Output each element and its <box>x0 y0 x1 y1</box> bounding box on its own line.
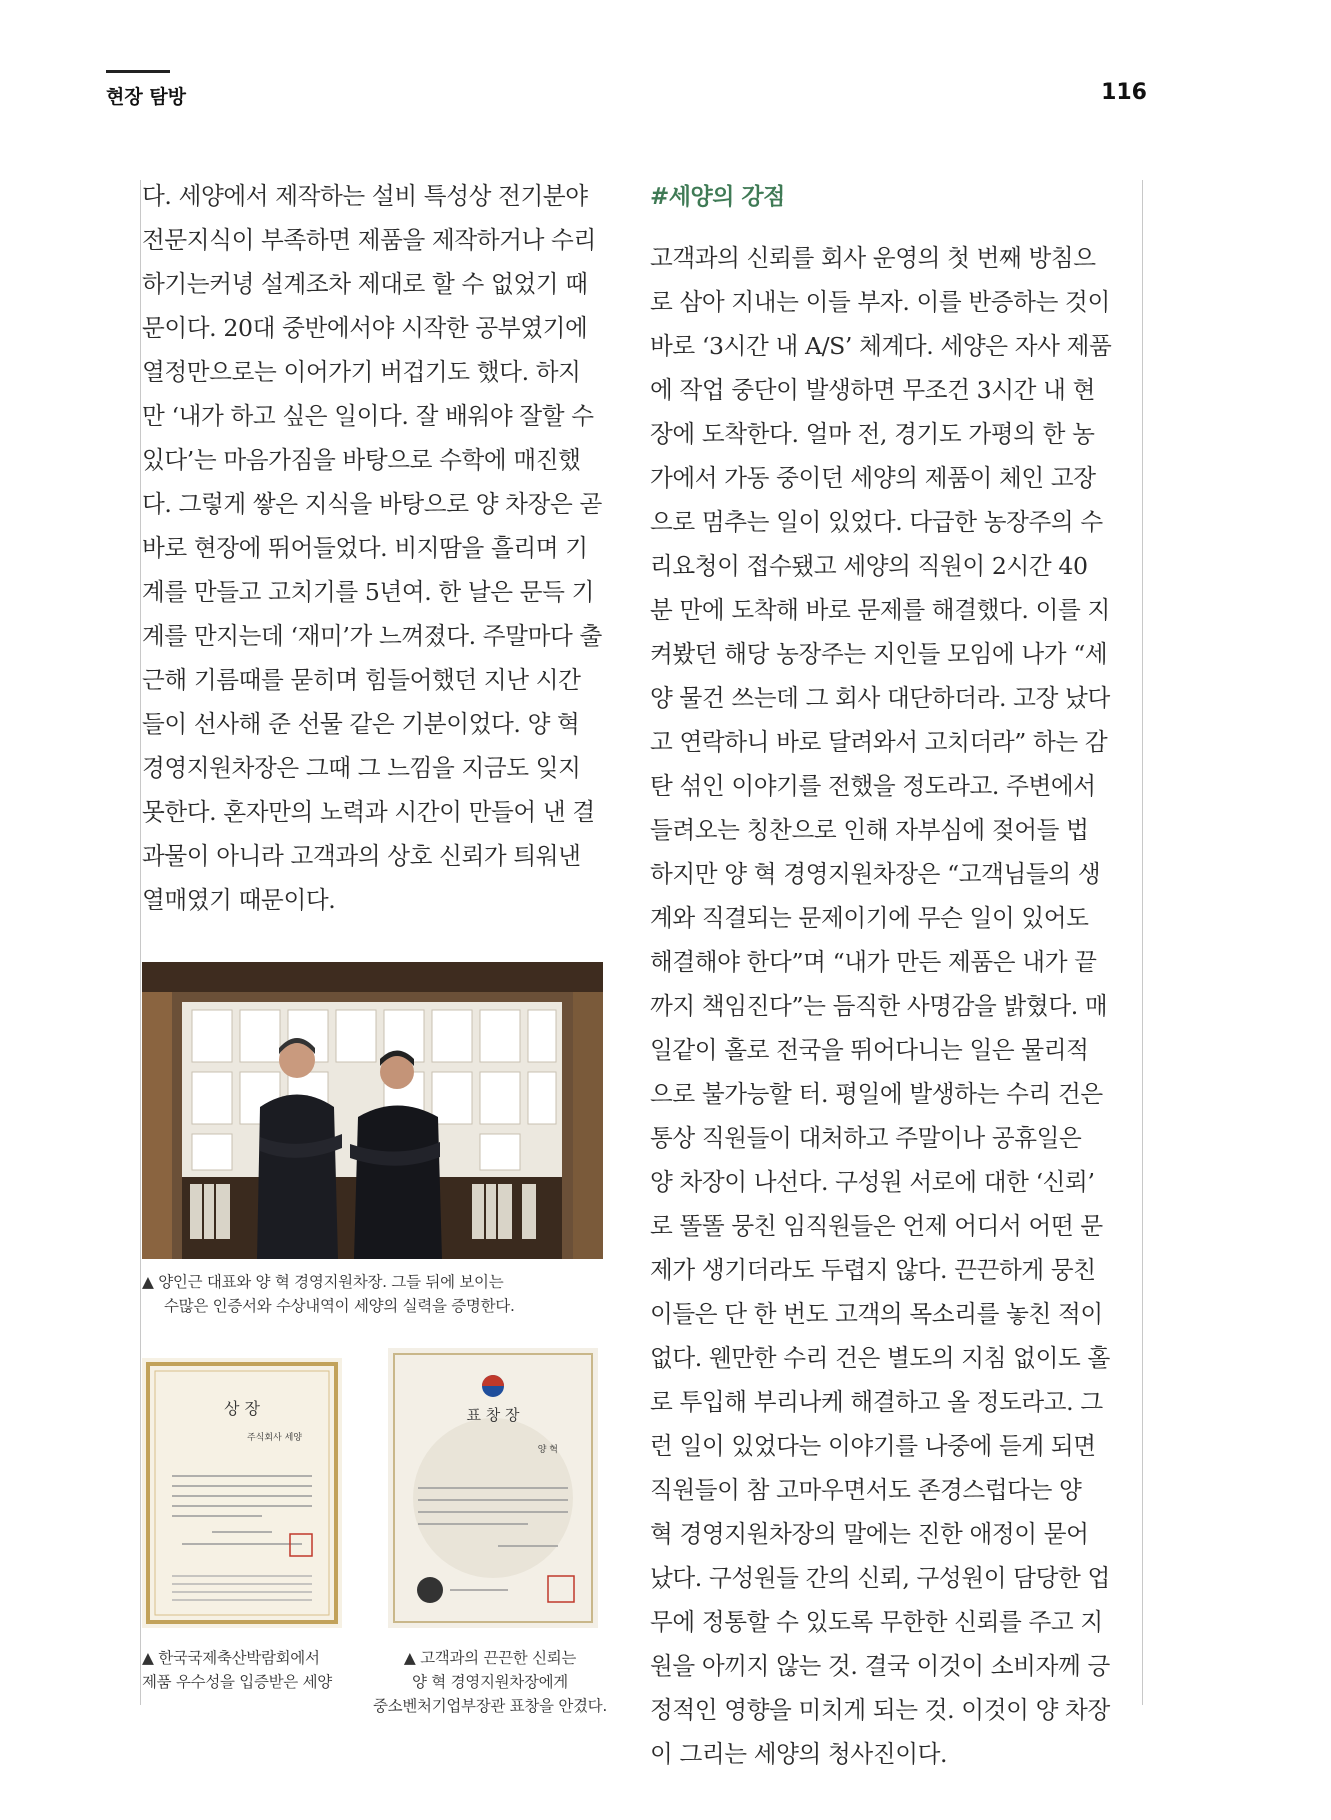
text-line: 열정만으로는 이어가기 버겁기도 했다. 하지 <box>142 358 581 386</box>
text-line: 고객과의 신뢰를 회사 운영의 첫 번째 방침으 <box>650 244 1096 272</box>
text-line: 전문지식이 부족하면 제품을 제작하거나 수리 <box>142 226 596 254</box>
photo-caption <box>142 1270 515 1318</box>
certificate-commendation <box>388 1348 598 1628</box>
text-line: 리요청이 접수됐고 세양의 직원이 2시간 40 <box>650 552 1088 580</box>
certificate-commendation-caption <box>370 1646 610 1718</box>
text-line: 무에 정통할 수 있도록 무한한 신뢰를 주고 지 <box>650 1608 1103 1636</box>
text-line: 바로 ‘3시간 내 A/S’ 체계다. 세양은 자사 제품 <box>650 332 1112 360</box>
right-column-text <box>650 236 1120 1776</box>
text-line: 만 ‘내가 하고 싶은 일이다. 잘 배워야 잘할 수 <box>142 402 594 430</box>
text-line: 다. 그렇게 쌓은 지식을 바탕으로 양 차장은 곧 <box>142 490 602 518</box>
text-line: 났다. 구성원들 간의 신뢰, 구성원이 담당한 업 <box>650 1564 1110 1592</box>
caption-line: ▲ 양인근 대표와 양 혁 경영지원차장. 그들 뒤에 보이는 <box>142 1273 504 1291</box>
text-line: 이들은 단 한 번도 고객의 목소리를 놓친 적이 <box>650 1300 1103 1328</box>
caption-line: 수많은 인증서와 수상내역이 세양의 실력을 증명한다. <box>164 1297 515 1315</box>
text-line: 제가 생기더라도 두렵지 않다. 끈끈하게 뭉친 <box>650 1256 1096 1284</box>
text-line: 일같이 홀로 전국을 뛰어다니는 일은 물리적 <box>650 1036 1089 1064</box>
text-line: 양 물건 쓰는데 그 회사 대단하더라. 고장 났다 <box>650 684 1110 712</box>
text-line: 근해 기름때를 묻히며 힘들어했던 지난 시간 <box>142 666 581 694</box>
text-line: 없다. 웬만한 수리 건은 별도의 지침 없이도 홀 <box>650 1344 1110 1372</box>
text-line: 에 작업 중단이 발생하면 무조건 3시간 내 현 <box>650 376 1095 404</box>
text-line: 로 삼아 지내는 이들 부자. 이를 반증하는 것이 <box>650 288 1110 316</box>
text-line: 계를 만지는데 ‘재미’가 느껴졌다. 주말마다 출 <box>142 622 602 650</box>
header-rule <box>106 70 170 73</box>
left-column-text <box>142 174 612 922</box>
certificate-award <box>142 1358 342 1628</box>
caption-line: 양 혁 경영지원차장에게 <box>412 1673 568 1691</box>
text-line: 바로 현장에 뛰어들었다. 비지땀을 흘리며 기 <box>142 534 588 562</box>
text-line: 켜봤던 해당 농장주는 지인들 모임에 나가 “세 <box>650 640 1108 668</box>
text-line: 열매였기 때문이다. <box>142 886 336 914</box>
text-line: 못한다. 혼자만의 노력과 시간이 만들어 낸 결 <box>142 798 595 826</box>
section-heading: #세양의 강점 <box>650 184 785 210</box>
certificate-award-title: 상 장 <box>224 1399 260 1418</box>
text-line: 정적인 영향을 미치게 되는 것. 이것이 양 차장 <box>650 1696 1110 1724</box>
text-line: 통상 직원들이 대처하고 주말이나 공휴일은 <box>650 1124 1082 1152</box>
text-line: 까지 책임진다”는 듬직한 사명감을 밝혔다. 매 <box>650 992 1108 1020</box>
certificate-commendation-title: 표 창 장 <box>466 1406 520 1424</box>
text-line: 다. 세양에서 제작하는 설비 특성상 전기분야 <box>142 182 588 210</box>
text-line: 직원들이 참 고마우면서도 존경스럽다는 양 <box>650 1476 1082 1504</box>
text-line: 탄 섞인 이야기를 전했을 정도라고. 주변에서 <box>650 772 1096 800</box>
section-label: 현장 탐방 <box>106 86 187 108</box>
text-line: 분 만에 도착해 바로 문제를 해결했다. 이를 지 <box>650 596 1110 624</box>
right-column-rule <box>1142 180 1143 1705</box>
text-line: 로 똘똘 뭉친 임직원들은 언제 어디서 어떤 문 <box>650 1212 1103 1240</box>
text-line: 경영지원차장은 그때 그 느낌을 지금도 잊지 <box>142 754 581 782</box>
text-line: 들이 선사해 준 선물 같은 기분이었다. 양 혁 <box>142 710 580 738</box>
page-number: 116 <box>1101 80 1147 105</box>
text-line: 고 연락하니 바로 달려와서 고치더라” 하는 감 <box>650 728 1108 756</box>
text-line: 으로 멈추는 일이 있었다. 다급한 농장주의 수 <box>650 508 1103 536</box>
text-line: 계를 만들고 고치기를 5년여. 한 날은 문득 기 <box>142 578 595 606</box>
caption-line: ▲ 고객과의 끈끈한 신뢰는 <box>403 1649 577 1667</box>
text-line: 들려오는 칭찬으로 인해 자부심에 젖어들 법 <box>650 816 1089 844</box>
certificate-award-recipient: 주식회사 세양 <box>246 1433 302 1443</box>
text-line: 양 차장이 나선다. 구성원 서로에 대한 ‘신뢰’ <box>650 1168 1095 1196</box>
caption-line: 중소벤처기업부장관 표창을 안겼다. <box>373 1697 607 1715</box>
text-line: 장에 도착한다. 얼마 전, 경기도 가평의 한 농 <box>650 420 1095 448</box>
caption-line: 제품 우수성을 입증받은 세양 <box>142 1673 332 1691</box>
text-line: 하기는커녕 설계조차 제대로 할 수 없었기 때 <box>142 270 588 298</box>
text-line: 과물이 아니라 고객과의 상호 신뢰가 틔워낸 <box>142 842 581 870</box>
text-line: 원을 아끼지 않는 것. 결국 이것이 소비자께 긍 <box>650 1652 1110 1680</box>
text-line: 런 일이 있었다는 이야기를 나중에 듣게 되면 <box>650 1432 1096 1460</box>
text-line: 하지만 양 혁 경영지원차장은 “고객님들의 생 <box>650 860 1101 888</box>
text-line: 로 투입해 부리나케 해결하고 올 정도라고. 그 <box>650 1388 1103 1416</box>
text-line: 혁 경영지원차장의 말에는 진한 애정이 묻어 <box>650 1520 1089 1548</box>
text-line: 가에서 가동 중이던 세양의 제품이 체인 고장 <box>650 464 1096 492</box>
left-column-rule <box>140 180 141 1705</box>
text-line: 으로 불가능할 터. 평일에 발생하는 수리 건은 <box>650 1080 1103 1108</box>
text-line: 있다’는 마음가짐을 바탕으로 수학에 매진했 <box>142 446 581 474</box>
caption-line: ▲ 한국국제축산박람회에서 <box>142 1649 320 1667</box>
certificate-award-caption <box>142 1646 332 1694</box>
text-line: 문이다. 20대 중반에서야 시작한 공부였기에 <box>142 314 588 342</box>
certificate-commendation-recipient: 양 혁 <box>537 1445 558 1455</box>
text-line: 이 그리는 세양의 청사진이다. <box>650 1740 948 1768</box>
text-line: 해결해야 한다”며 “내가 만든 제품은 내가 끝 <box>650 948 1097 976</box>
photo-ceo-and-manager <box>142 962 603 1259</box>
text-line: 계와 직결되는 문제이기에 무슨 일이 있어도 <box>650 904 1089 932</box>
